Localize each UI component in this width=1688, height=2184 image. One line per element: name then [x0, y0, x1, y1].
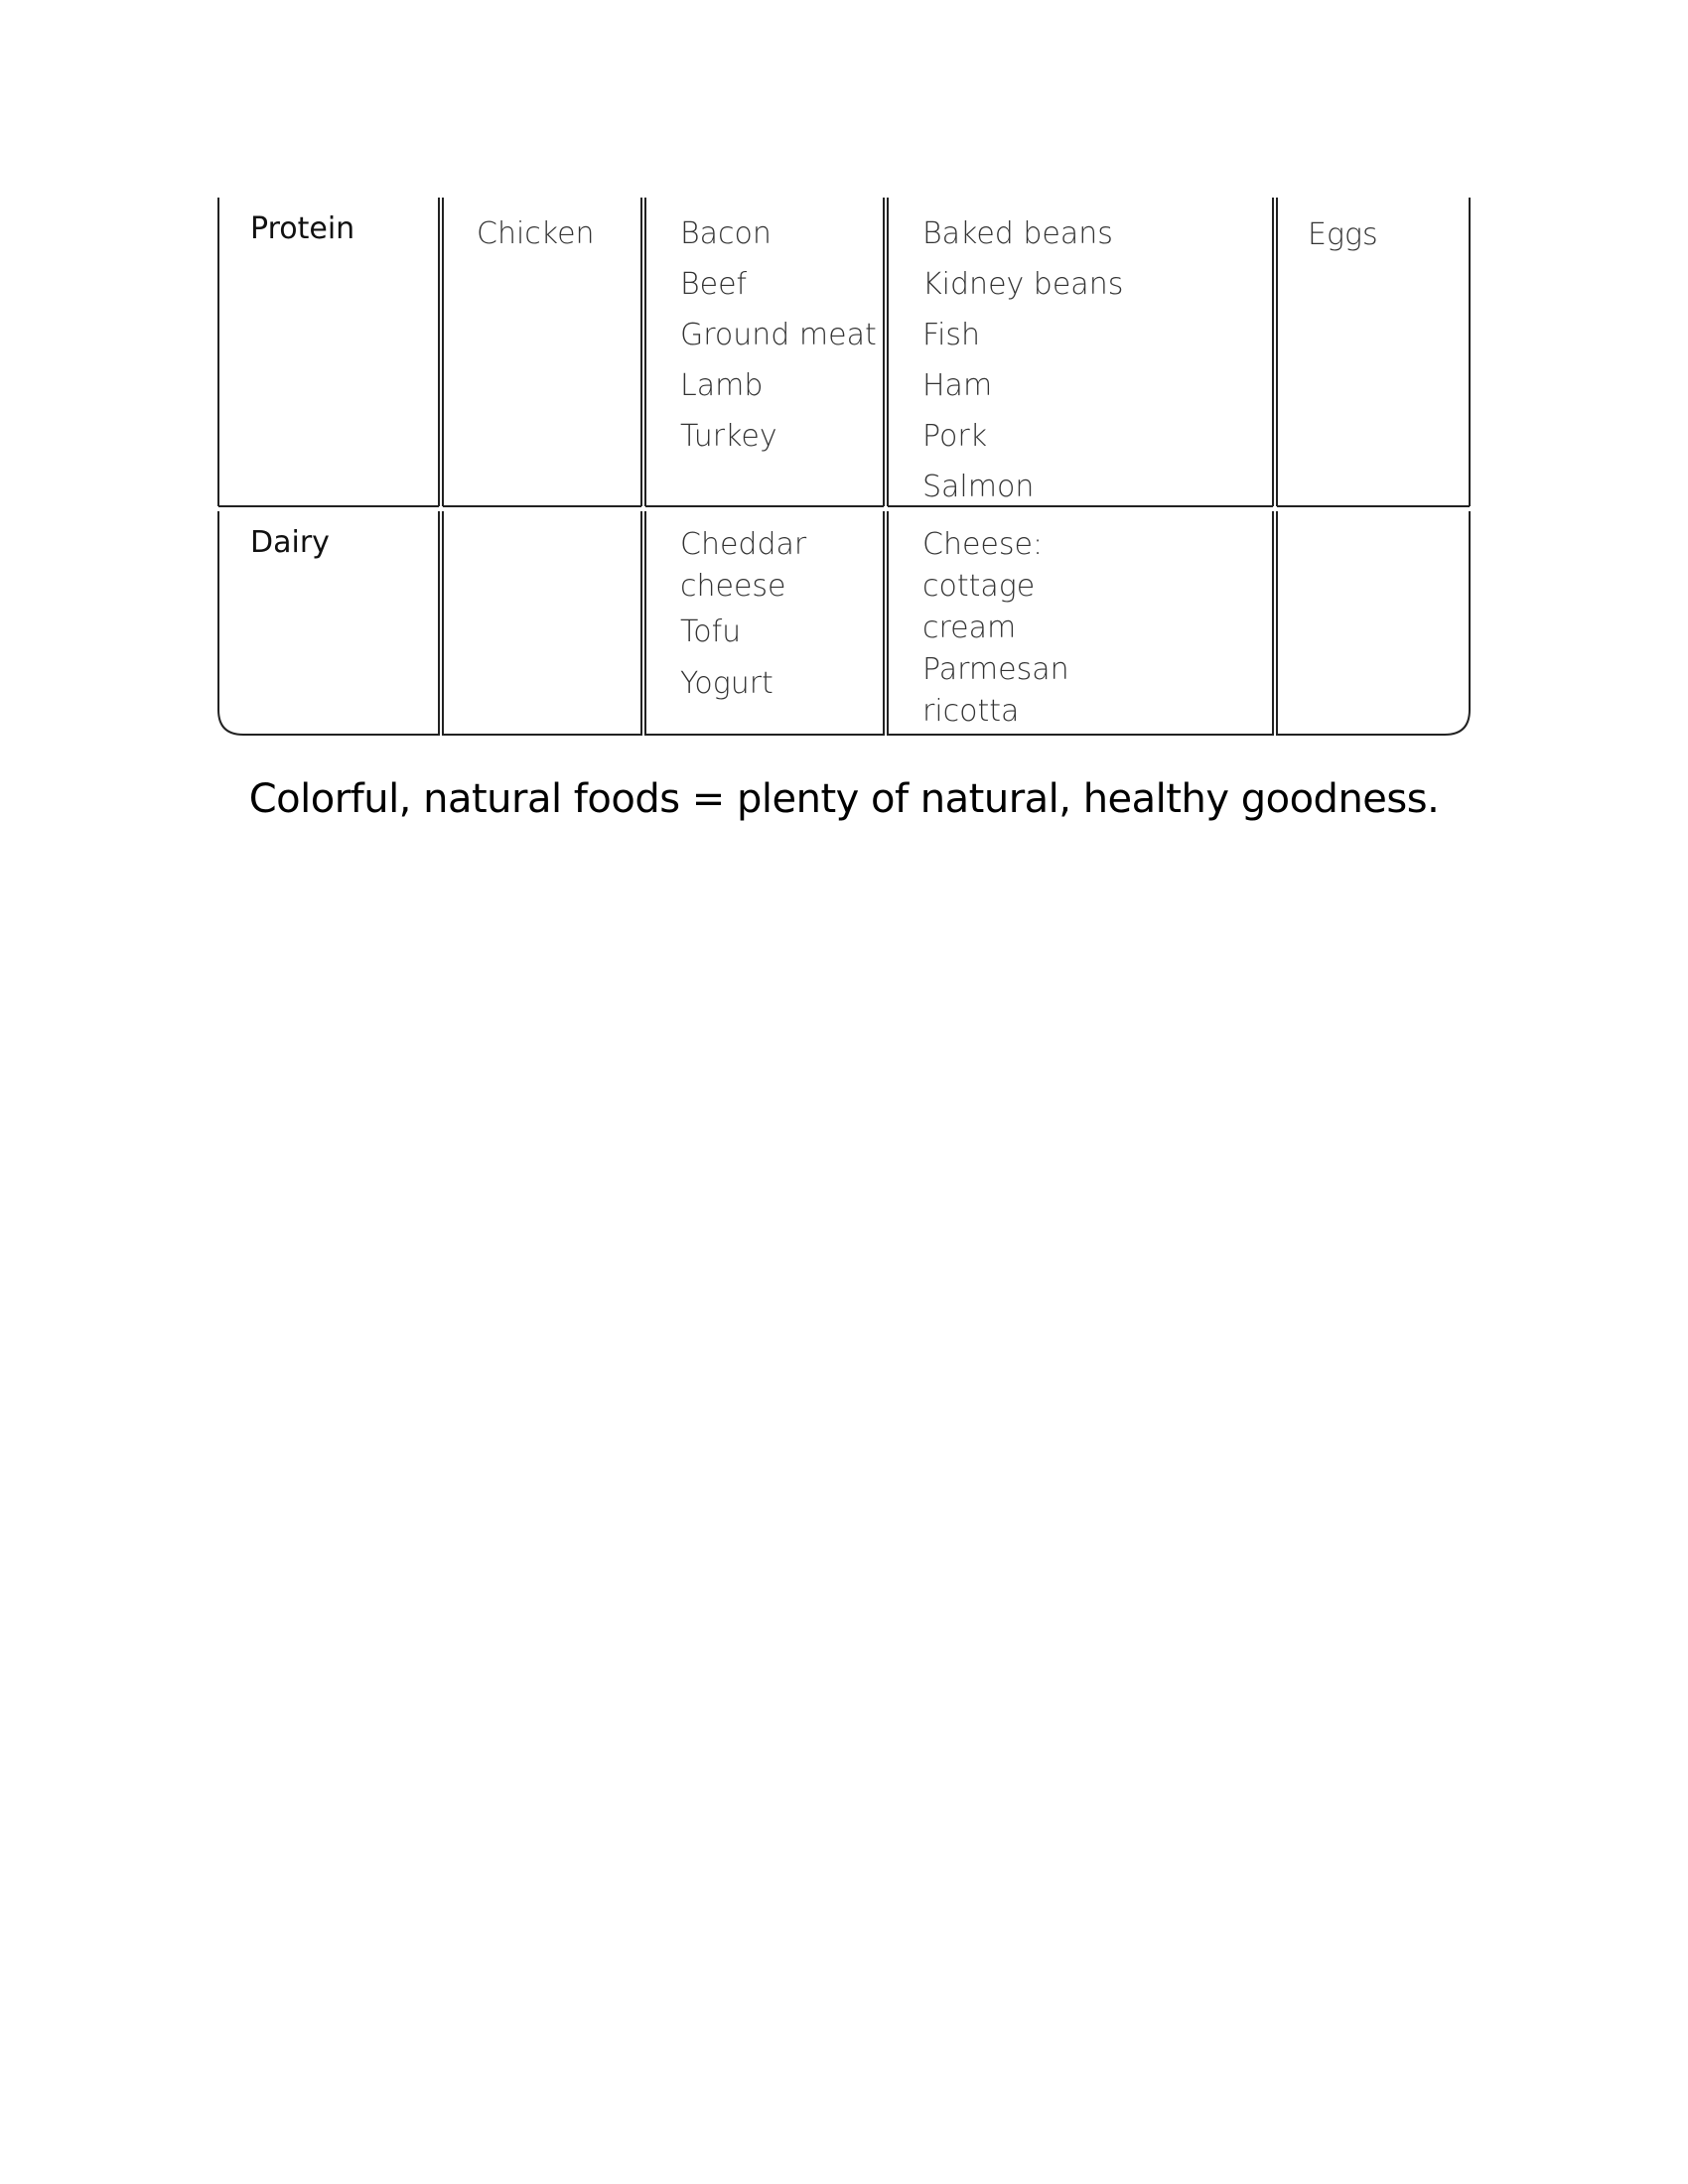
list-item: Tofu — [680, 614, 742, 649]
list-item: Fish — [922, 318, 981, 352]
list-item: cottage — [922, 569, 1036, 604]
category-label-dairy — [250, 523, 330, 563]
list-item: Ham — [922, 368, 993, 403]
list-item: Bacon — [680, 216, 772, 251]
protein-col1-cell — [477, 208, 595, 259]
protein-col4-cell — [1308, 209, 1378, 260]
protein-col1-list — [477, 208, 595, 259]
list-item: ricotta — [922, 694, 1020, 729]
list-item: Parmesan — [922, 652, 1069, 687]
tagline: Colorful, natural foods = plenty of natural, healthy goodness. — [248, 776, 1440, 822]
protein-col4-list — [1308, 209, 1378, 260]
dairy-col2-cell — [680, 524, 806, 711]
protein-col2-cell — [680, 208, 877, 462]
protein-col3-list — [922, 208, 1123, 512]
category-protein-text: Protein — [250, 211, 355, 246]
dairy-col2-list — [680, 524, 806, 711]
dairy-col3-cell — [922, 524, 1069, 733]
list-item: Lamb — [680, 368, 764, 403]
list-item: Kidney beans — [922, 267, 1124, 302]
dairy-col3-list — [922, 524, 1069, 733]
category-dairy-text: Dairy — [250, 525, 330, 560]
list-item: Ground meat — [680, 318, 877, 352]
list-item: Beef — [680, 267, 748, 302]
protein-col2-list — [680, 208, 877, 462]
protein-col3-cell — [922, 208, 1123, 512]
category-label-protein — [250, 209, 354, 249]
list-item: cheese — [680, 569, 786, 604]
list-item: cream — [922, 611, 1017, 645]
list-item: Pork — [922, 419, 988, 454]
list-item: Baked beans — [922, 216, 1113, 251]
list-item: Salmon — [922, 470, 1035, 504]
list-item: Chicken — [477, 216, 595, 251]
list-item: Eggs — [1308, 217, 1378, 252]
food-table — [217, 198, 1471, 736]
list-item: Yogurt — [680, 666, 774, 701]
list-item: Cheese: — [922, 527, 1044, 562]
list-item: Cheddar — [680, 527, 807, 562]
list-item: Turkey — [680, 419, 777, 454]
